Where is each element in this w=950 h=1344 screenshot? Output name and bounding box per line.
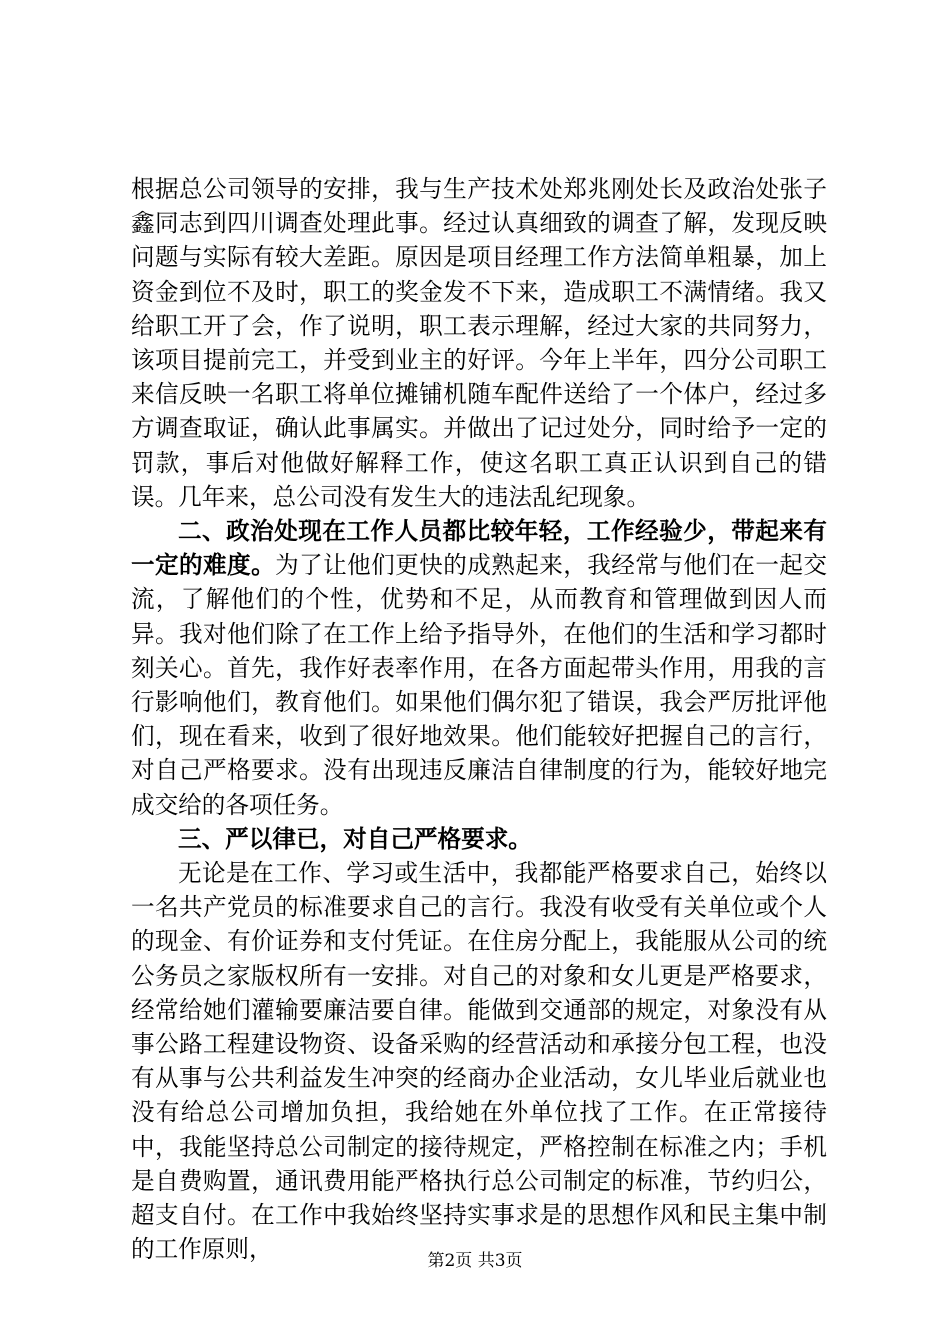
paragraph-investigation xyxy=(131,172,827,514)
page-footer xyxy=(0,1251,950,1271)
page-number: 第2页 共3页 xyxy=(427,1251,523,1271)
paragraph-text: 为了让他们更快的成熟起来，我经常与他们在一起交流，了解他们的个性，优势和不足，从而教育和管理做到因人而异。我对他们除了在工作上给予指导外，在他们的生活和学习都时刻关心。首先，我作好表率作用，在各方面起带头作用，用我的言行影响他们，教育他们。如果他们偶尔犯了错误，我会严厉批评他们，现在看来，收到了很好地效果。他们能较好把握自己的言行，对自己严格要求。没有出现违反廉洁自律制度的行为，能较好地完成交给的各项任务。 xyxy=(131,551,828,819)
section-heading-two: 二、政治处现在工作人员都比较年轻，工作经验少，带起来有一定的难度。 xyxy=(131,517,827,580)
section-heading-text: 三、严以律已，对自己严格要求。 xyxy=(178,824,532,853)
paragraph-text: 无论是在工作、学习或生活中，我都能严格要求自己，始终以一名共产党员的标准要求自己的言行。我没有收受有关单位或个人的现金、有价证券和支付凭证。在住房分配上，我能服从公司的统公务员之家版权所有一安排。对自己的对象和女儿更是严格要求，经常给她们灌输要廉洁要自律。能做到交通部的规定，对象没有从事公路工程建设物资、设备采购的经营活动和承接分包工程，也没有从事与公共利益发生冲突的经商办企业活动，女儿毕业后就业也没有给总公司增加负担，我给她在外单位找了工作。在正常接待中，我能坚持总公司制定的接待规定，严格控制在标准之内；手机是自费购置，通讯费用能严格执行总公司制定的标准，节约归公，超支自付。在工作中我始终坚持实事求是的思想作风和民主集中制的工作原则， xyxy=(131,859,827,1264)
section-heading-three xyxy=(131,822,827,856)
paragraph-section-two xyxy=(131,514,827,822)
document-body xyxy=(131,172,827,1267)
paragraph-self-discipline xyxy=(131,856,827,1266)
paragraph-text: 根据总公司领导的安排，我与生产技术处郑兆刚处长及政治处张子鑫同志到四川调查处理此事。经过认真细致的调查了解，发现反映问题与实际有较大差距。原因是项目经理工作方法简单粗暴，加上资金到位不及时，职工的奖金发不下来，造成职工不满情绪。我又给职工开了会，作了说明，职工表示理解，经过大家的共同努力，该项目提前完工，并受到业主的好评。今年上半年，四分公司职工来信反映一名职工将单位摊铺机随车配件送给了一个体户，经过多方调查取证，确认此事属实。并做出了记过处分，同时给予一定的罚款，事后对他做好解释工作，使这名职工真正认识到自己的错误。几年来，总公司没有发生大的违法乱纪现象。 xyxy=(131,175,827,511)
